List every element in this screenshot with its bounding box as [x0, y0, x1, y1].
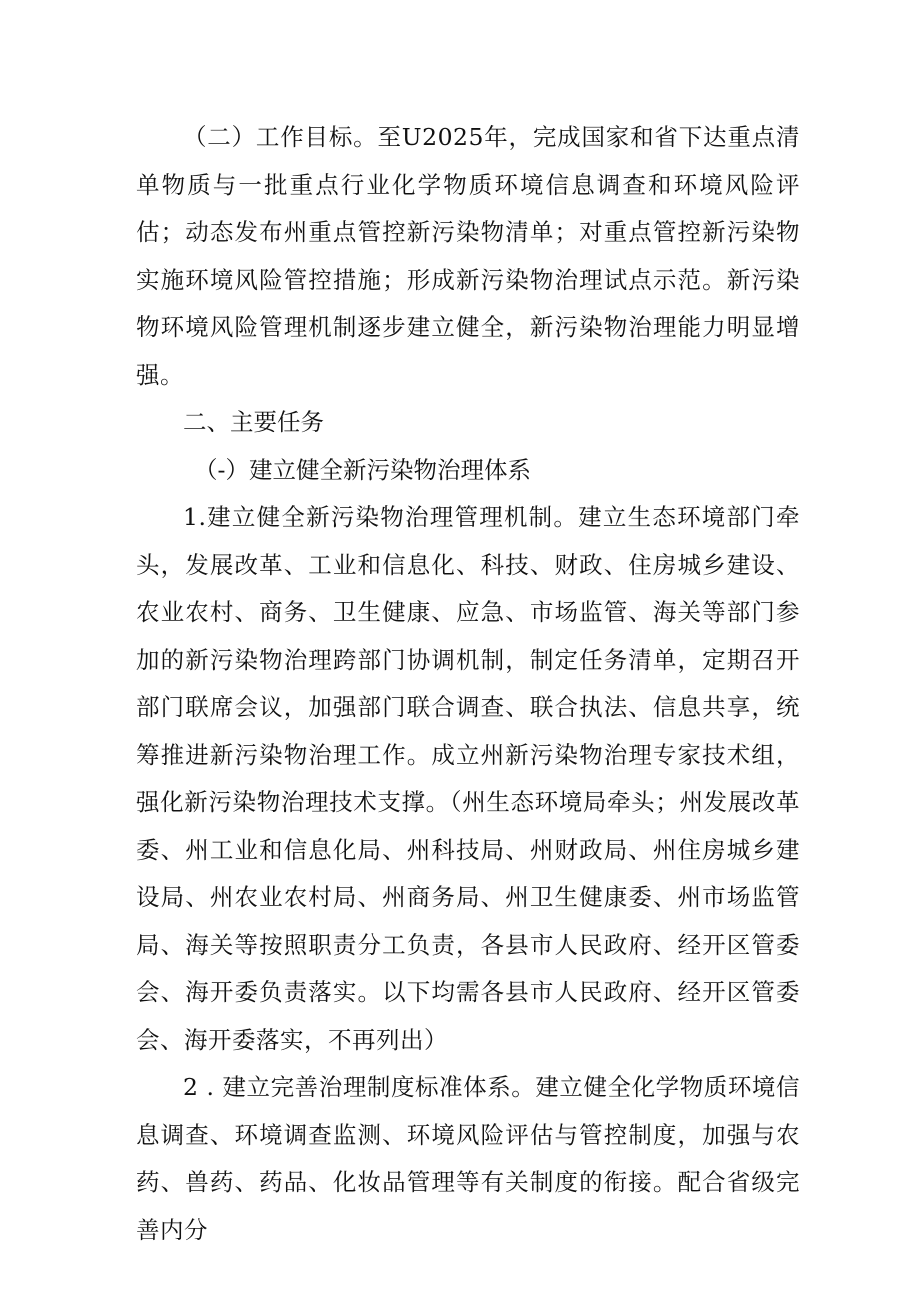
document-page [136, 114, 800, 1254]
section-heading-main-tasks: 二、主要任务 [183, 408, 324, 436]
paragraph-item-1: 1.建立健全新污染物治理管理机制。建立生态环境部门牵头，发展改革、工业和信息化、科技、财政、住房城乡建设、农业农村、商务、卫生健康、应急、市场监管、海关等部门参加的新污染物治理跨部门协调机制，制定任务清单，定期召开部门联席会议，加强部门联合调查、联合执法、信息共享，统筹推进新污染物治理工作。成立州新污染物治理专家技术组，强化新污染物治理技术支撑。（州生态环境局牵头；州发展改革委、州工业和信息化局、州科技局、州财政局、州住房城乡建设局、州农业农村局、州商务局、州卫生健康委、州市场监管局、海关等按照职责分工负责，各县市人民政府、经开区管委会、海开委负责落实。以下均需各县市人民政府、经开区管委会、海开委落实，不再列出） [136, 503, 800, 1054]
paragraph-work-goal: （二）工作目标。至U2025年，完成国家和省下达重点清单物质与一批重点行业化学物质环境信息调查和环境风险评估；动态发布州重点管控新污染物清单；对重点管控新污染物实施环境风险管控措施；形成新污染物治理试点示范。新污染物环境风险管理机制逐步建立健全，新污染物治理能力明显增强。 [136, 123, 800, 389]
paragraph-item-2: 2 . 建立完善治理制度标准体系。建立健全化学物质环境信息调查、环境调查监测、环境风险评估与管控制度，加强与农药、兽药、药品、化妆品管理等有关制度的衔接。配合省级完善内分 [136, 1073, 800, 1244]
subsection-heading-governance-system: （-）建立健全新污染物治理体系 [194, 455, 531, 484]
